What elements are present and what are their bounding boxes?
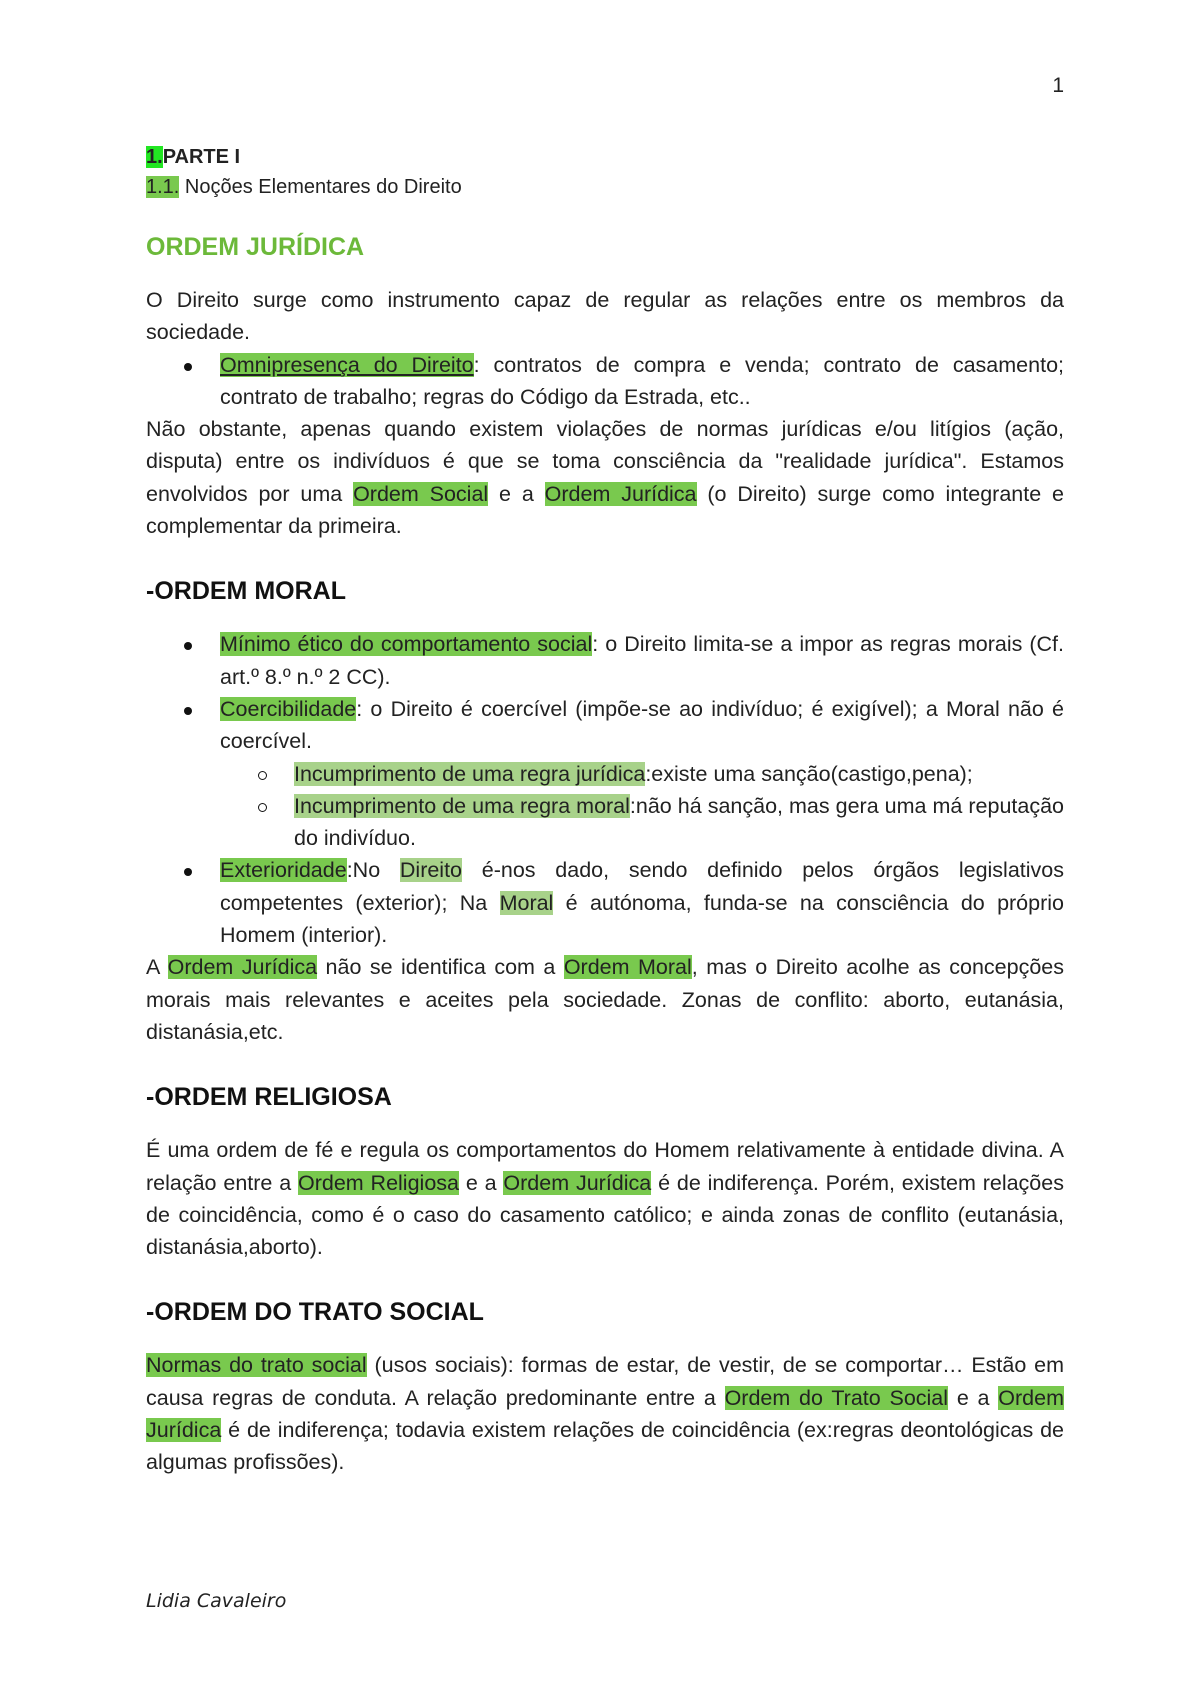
- highlighted-term: Mínimo ético do comportamento social: [220, 632, 593, 657]
- text-run: é-nos dado, sendo definido pelos órgãos legislativos competentes (exterior); Na: [220, 858, 1064, 915]
- text-run: não se identifica com a: [317, 955, 564, 980]
- list-item: [146, 693, 1064, 854]
- text-run: é autónoma, funda-se na consciência do próprio Homem (interior).: [220, 890, 1064, 948]
- sub-list-item: [220, 758, 1064, 790]
- bullet-icon: [184, 363, 192, 371]
- section-title-ordem-religiosa: -ORDEM RELIGIOSA: [146, 1083, 392, 1112]
- highlighted-term: Ordem Jurídica: [167, 955, 318, 980]
- text-run: :No: [346, 858, 400, 883]
- highlighted-term: Coercibilidade: [220, 696, 357, 721]
- highlighted-term: Ordem Moral: [563, 955, 692, 980]
- highlighted-term: Normas do trato social: [146, 1353, 367, 1378]
- highlighted-term: Ordem Jurídica: [146, 1385, 1064, 1443]
- list-item-text: : o Direito limita-se a impor as regras morais (Cf. art.º 8.º n.º 2 CC).: [220, 632, 1064, 689]
- text-run: é de indiferença; todavia existem relações de coincidência (ex:regras deontológicas de algumas profissões).: [146, 1418, 1064, 1475]
- part-heading: [146, 142, 1064, 172]
- text-run: , mas o Direito acolhe as concepções morais mais relevantes e aceites pela sociedade. Zonas de conflito: aborto, eutanásia, distanásia,etc.: [146, 955, 1064, 1044]
- section-title-ordem-moral: -ORDEM MORAL: [146, 577, 346, 606]
- highlighted-term: Ordem Social: [353, 481, 489, 506]
- bullet-list: [146, 628, 1064, 951]
- list-item: [146, 349, 1064, 414]
- highlighted-term: Moral: [499, 890, 554, 915]
- document-body: [146, 142, 1064, 1479]
- subsection-heading: [146, 172, 1064, 202]
- paragraph: [146, 1349, 1064, 1478]
- bullet-icon: [184, 642, 192, 650]
- sub-list-item: [220, 790, 1064, 855]
- circle-bullet-icon: [258, 771, 267, 780]
- section-title-ordem-trato-social: -ORDEM DO TRATO SOCIAL: [146, 1298, 484, 1327]
- text-run: Não obstante, apenas quando existem violações de normas jurídicas e/ou litígios (ação, disputa) entre os indivíduos é que se toma consciência da "realidade jurídica". Estamos envolvidos por uma: [146, 417, 1064, 506]
- highlighted-term: Ordem do Trato Social: [724, 1385, 949, 1410]
- text-run: é de indiferença. Porém, existem relações de coincidência, como é o caso do casamento católico; e ainda zonas de conflito (eutanásia, distanásia,aborto).: [146, 1170, 1064, 1260]
- bullet-list: [146, 349, 1064, 414]
- text-run: (usos sociais): formas de estar, de vestir, de se comportar… Estão em causa regras de conduta. A relação predominante entre a: [146, 1353, 1064, 1410]
- text-run: e a: [458, 1170, 504, 1195]
- bullet-icon: [184, 868, 192, 876]
- highlighted-term: Ordem Jurídica: [503, 1170, 652, 1195]
- list-item-text: :não há sanção, mas gera uma má reputação do indivíduo.: [294, 793, 1065, 851]
- paragraph: [146, 1134, 1064, 1263]
- highlighted-term: Omnipresença do Direito: [220, 352, 474, 377]
- page-number: 1: [1052, 74, 1064, 97]
- circle-bullet-icon: [258, 803, 267, 812]
- text-run: e a: [948, 1385, 999, 1410]
- highlighted-term: Incumprimento de uma regra jurídica: [294, 761, 646, 786]
- text-run: e a: [488, 481, 545, 506]
- list-item-text: :existe uma sanção(castigo,pena);: [645, 761, 973, 786]
- subsection-number: 1.1.: [146, 176, 180, 198]
- text-run: A: [146, 955, 168, 980]
- part-number: 1.: [146, 146, 163, 168]
- list-item-text: : contratos de compra e venda; contrato de casamento; contrato de trabalho; regras do Código da Estrada, etc..: [220, 352, 1064, 409]
- bullet-icon: [184, 707, 192, 715]
- text-run: É uma ordem de fé e regula os comportamentos do Homem relativamente à entidade divina. A relação entre a: [146, 1138, 1064, 1195]
- list-item-text: : o Direito é coercível (impõe-se ao indivíduo; é exigível); a Moral não é coercível.: [220, 696, 1064, 754]
- highlighted-term: Direito: [399, 858, 463, 883]
- paragraph: O Direito surge como instrumento capaz de regular as relações entre os membros da sociedade.: [146, 288, 1064, 345]
- footer-author: Lidia Cavaleiro: [146, 1590, 287, 1612]
- text-run: (o Direito) surge como integrante e complementar da primeira.: [146, 481, 1064, 539]
- highlighted-term: Ordem Jurídica: [544, 481, 697, 506]
- paragraph: [146, 951, 1064, 1048]
- part-title: PARTE I: [162, 146, 241, 168]
- subsection-title: Noções Elementares do Direito: [179, 176, 462, 198]
- highlighted-term: Ordem Religiosa: [298, 1170, 459, 1195]
- highlighted-term: Exterioridade: [220, 858, 347, 883]
- sub-list: [220, 758, 1064, 855]
- paragraph: [146, 413, 1064, 542]
- list-item: [146, 628, 1064, 693]
- section-title-ordem-juridica: ORDEM JURÍDICA: [146, 233, 365, 261]
- highlighted-term: Incumprimento de uma regra moral: [294, 793, 630, 818]
- list-item: [146, 854, 1064, 951]
